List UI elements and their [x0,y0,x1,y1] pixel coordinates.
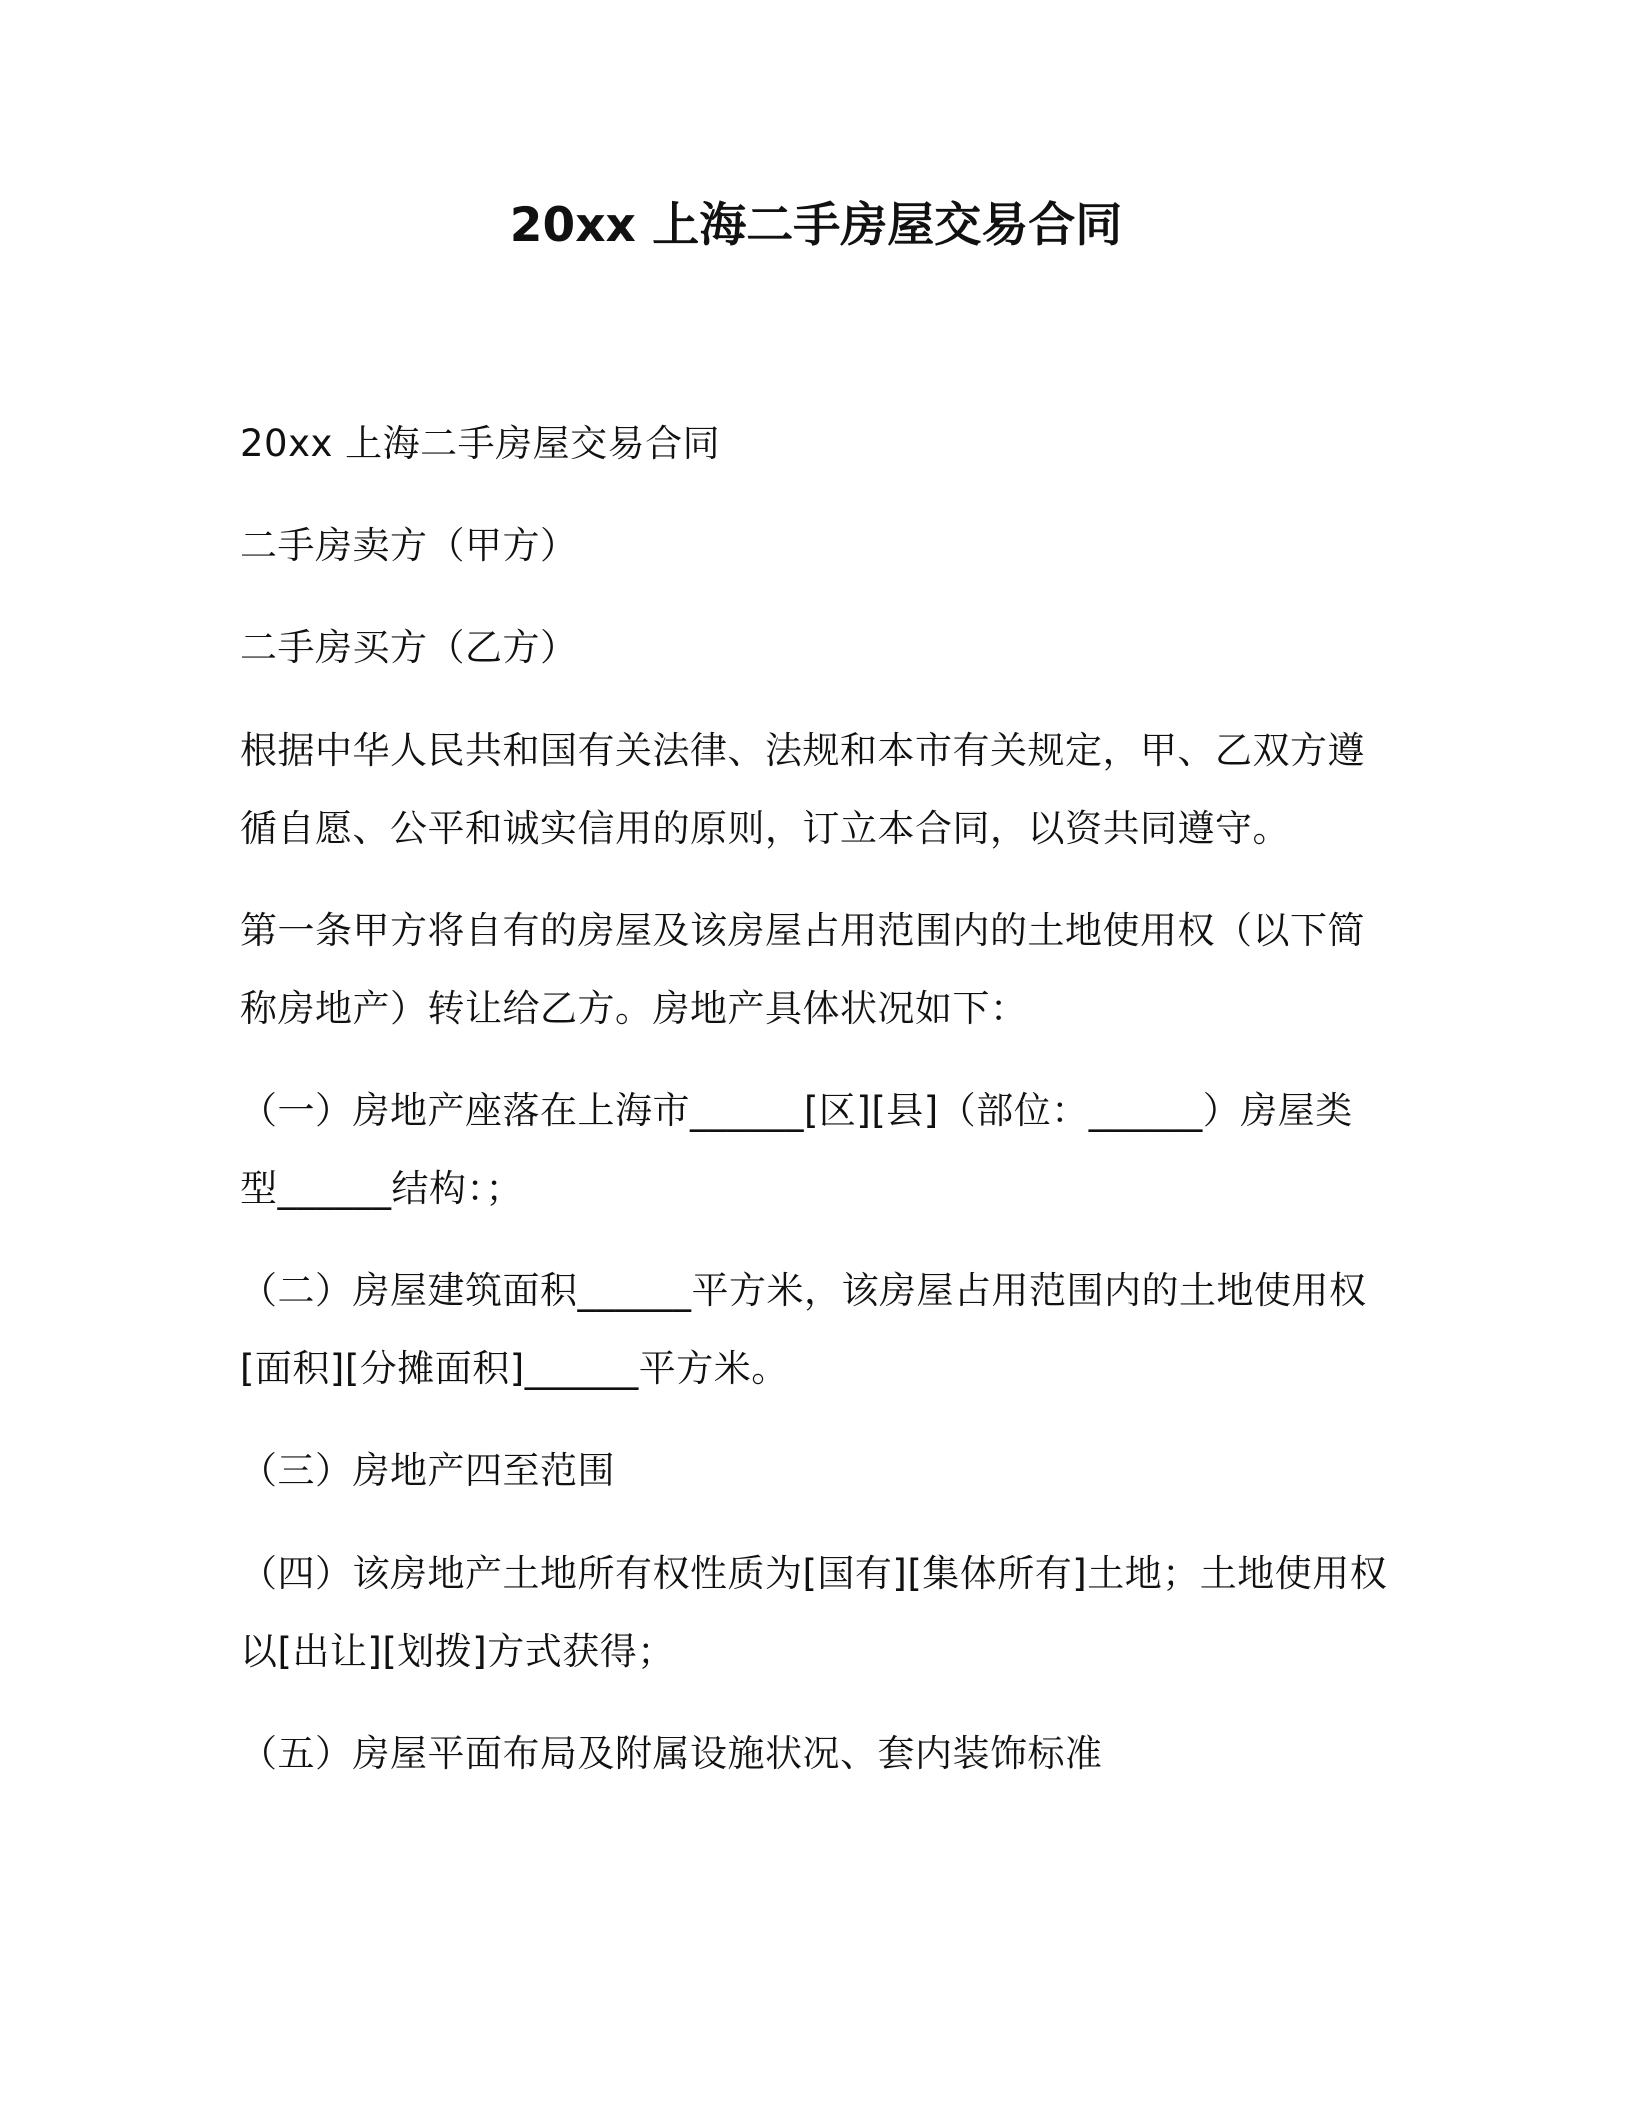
subtitle-text: 20xx 上海二手房屋交易合同 [240,422,721,465]
preamble-line: 根据中华人民共和国有关法律、法规和本市有关规定，甲、乙双方遵 [240,729,1365,772]
article1-line: 第一条甲方将自有的房屋及该房屋占用范围内的土地使用权（以下简 [240,909,1365,952]
item5-text: （五）房屋平面布局及附属设施状况、套内装饰标准 [240,1732,1103,1775]
document-title: 20xx 上海二手房屋交易合同 [509,198,1123,253]
item4-line: （四）该房地产土地所有权性质为[国有][集体所有]土地；土地使用权 [240,1552,1388,1595]
item3-text: （三）房地产四至范围 [240,1449,615,1492]
item5-paragraph [240,1715,1370,1793]
preamble-paragraph [240,712,1370,868]
preamble-line: 循自愿、公平和诚实信用的原则，订立本合同，以资共同遵守。 [240,807,1290,850]
item4-line: 以[出让][划拨]方式获得； [240,1630,675,1673]
item2-line: （二）房屋建筑面积______平方米，该房屋占用范围内的土地使用权 [240,1269,1367,1312]
seller-text: 二手房卖方（甲方） [240,524,578,567]
buyer-text: 二手房买方（乙方） [240,626,578,669]
article1-line: 称房地产）转让给乙方。房地产具体状况如下： [240,987,1028,1030]
item1-paragraph [240,1072,1370,1228]
item2-paragraph [240,1252,1370,1408]
item1-line: （一）房地产座落在上海市______[区][县]（部位：______）房屋类 [240,1089,1353,1132]
subtitle-paragraph [240,405,1370,483]
item4-paragraph [240,1535,1388,1691]
item2-line: [面积][分摊面积]______平方米。 [240,1347,789,1390]
article1-paragraph [240,892,1370,1048]
seller-paragraph [240,507,1370,585]
buyer-paragraph [240,609,1370,687]
item1-line: 型______结构：； [240,1167,523,1210]
item3-paragraph [240,1432,1370,1510]
